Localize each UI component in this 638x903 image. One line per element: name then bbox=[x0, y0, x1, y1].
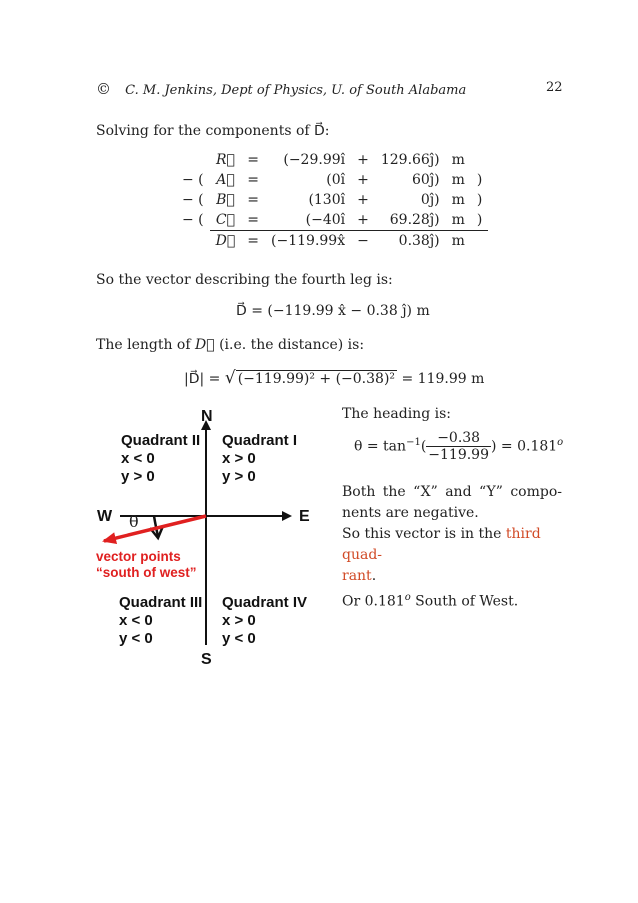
explanation-line5a: Or 0.181 bbox=[342, 593, 405, 610]
table-cell-open bbox=[176, 150, 210, 170]
table-cell-op: + bbox=[357, 192, 369, 208]
explanation-line1: Both the “X” and “Y” compo- bbox=[342, 484, 562, 500]
explanation-line3a: So this vector is in the bbox=[342, 526, 506, 542]
header bbox=[96, 80, 466, 98]
table-cell-vec: B⃗ bbox=[216, 192, 235, 208]
table-cell-eq: = bbox=[241, 210, 265, 231]
quadrant-iv-x: x > 0 bbox=[222, 612, 256, 629]
header-author: C. M. Jenkins, Dept of Physics, U. of South Alabama bbox=[125, 83, 467, 98]
quadrant-ii-block bbox=[121, 432, 200, 486]
explanation bbox=[342, 482, 562, 613]
heading-equation: $\theta = \tan^{-1}$( $\frac{-0.38}{-119.99}$ ) = $0.181^o$ bbox=[354, 430, 564, 463]
length-text-b: (i.e. the distance) is: bbox=[214, 337, 365, 353]
third-quadrant-link[interactable]: third quad- bbox=[342, 526, 541, 563]
table-row bbox=[176, 170, 488, 190]
table-cell-vec: D⃗ bbox=[215, 233, 236, 249]
heading-num: −0.38 bbox=[426, 430, 491, 447]
explanation-line4b: . bbox=[371, 568, 377, 584]
quadrant-i-title: Quadrant I bbox=[222, 432, 298, 449]
table-cell-vec: C⃗ bbox=[210, 210, 242, 231]
quadrant-iv-y: y < 0 bbox=[222, 630, 256, 647]
table-cell-x: (−119.99x̂ bbox=[271, 233, 346, 249]
table-row bbox=[176, 190, 488, 210]
table-cell-y: 129.66ĵ) bbox=[380, 152, 440, 168]
table-cell-close: ) bbox=[476, 192, 483, 208]
sqrt-sign: √ bbox=[224, 368, 236, 388]
table-cell-x: (130î bbox=[308, 192, 346, 208]
table-cell-close bbox=[471, 150, 488, 170]
table-cell-x: (−29.99î bbox=[283, 152, 346, 168]
table-cell-unit: m bbox=[446, 210, 471, 231]
heading-label: The heading is: bbox=[342, 406, 451, 422]
length-text bbox=[96, 337, 364, 353]
heading-lhs: θ = tan bbox=[354, 438, 407, 455]
quadrant-i-y: y > 0 bbox=[222, 468, 256, 485]
fourth-leg-equation: D⃗ = (−119.99 x̂ − 0.38 ĵ) m bbox=[236, 303, 430, 319]
east-label: E bbox=[299, 508, 310, 525]
table-row bbox=[176, 231, 488, 252]
table-cell-open: − ( bbox=[182, 212, 204, 229]
vector-label-line2: “south of west” bbox=[96, 565, 197, 580]
quadrant-iii-y: y < 0 bbox=[119, 630, 153, 647]
table-cell-close bbox=[471, 231, 488, 252]
table-cell-unit: m bbox=[451, 192, 465, 208]
table-cell-op: − bbox=[357, 233, 369, 249]
length-text-vec: D⃗ bbox=[194, 337, 215, 353]
table-cell-vec: A⃗ bbox=[216, 172, 235, 188]
south-label: S bbox=[201, 651, 212, 668]
table-cell-eq: = bbox=[247, 152, 260, 168]
table-cell-y: 69.28ĵ) bbox=[375, 210, 446, 231]
length-eq-rhs: = 119.99 m bbox=[397, 371, 485, 387]
table-cell-op: + bbox=[357, 152, 369, 168]
vector-label-line1: vector points bbox=[96, 549, 181, 564]
table-cell-unit: m bbox=[451, 172, 465, 188]
theta-label: θ bbox=[129, 512, 139, 531]
table-row bbox=[176, 210, 488, 231]
intro-text: Solving for the components of D⃗: bbox=[96, 123, 330, 139]
length-text-a: The length of bbox=[96, 337, 195, 353]
heading-sup: −1 bbox=[406, 436, 421, 448]
quadrant-iii-x: x < 0 bbox=[119, 612, 153, 629]
quadrant-i-x: x > 0 bbox=[222, 450, 256, 467]
table-cell-op: + bbox=[357, 172, 369, 188]
explanation-line5b: South of West. bbox=[410, 593, 519, 610]
vector-label bbox=[96, 549, 197, 581]
quadrant-iv-title: Quadrant IV bbox=[222, 594, 308, 611]
component-table bbox=[176, 150, 488, 251]
table-cell-open: − ( bbox=[182, 192, 204, 208]
page-number: 22 bbox=[546, 80, 563, 95]
heading-rhs: ) = 0.181 bbox=[491, 438, 558, 455]
table-cell-eq: = bbox=[247, 192, 260, 208]
table-cell-op: + bbox=[351, 210, 375, 231]
west-label: W bbox=[97, 508, 113, 525]
explanation-line2: nents are negative. bbox=[342, 505, 479, 521]
quadrant-ii-y: y > 0 bbox=[121, 468, 155, 485]
quadrant-ii-title: Quadrant II bbox=[121, 432, 201, 449]
table-cell-x: (0î bbox=[326, 172, 346, 188]
quadrant-ii-x: x < 0 bbox=[121, 450, 155, 467]
table-cell-eq: = bbox=[247, 233, 260, 249]
table-cell-y: 0.38ĵ) bbox=[398, 233, 440, 249]
explanation-line3 bbox=[342, 524, 562, 566]
table-cell-close: ) bbox=[476, 172, 483, 188]
copyright-symbol: © bbox=[96, 80, 111, 98]
heading-fraction bbox=[426, 430, 491, 463]
quadrant-iii-block bbox=[119, 594, 202, 648]
third-quadrant-link-cont[interactable]: rant bbox=[342, 568, 372, 584]
quadrant-iii-title: Quadrant III bbox=[119, 594, 203, 611]
table-cell-y: 0ĵ) bbox=[420, 192, 440, 208]
table-cell-close: ) bbox=[471, 210, 488, 231]
length-eq-lhs: |D⃗| = bbox=[184, 371, 225, 387]
table-cell-x: (−40î bbox=[265, 210, 351, 231]
table-cell-open bbox=[176, 231, 210, 252]
length-equation bbox=[184, 368, 484, 388]
explanation-line5-sup: o bbox=[404, 592, 411, 603]
table-cell-vec: R⃗ bbox=[216, 152, 235, 168]
north-label: N bbox=[201, 408, 213, 425]
length-eq-radicand: (−119.99)² + (−0.38)² bbox=[237, 371, 396, 387]
explanation-line5 bbox=[342, 587, 562, 613]
table-cell-y: 60ĵ) bbox=[412, 172, 440, 188]
table-row bbox=[176, 150, 488, 170]
quadrant-iv-block bbox=[222, 594, 307, 648]
fourth-leg-text: So the vector describing the fourth leg is: bbox=[96, 272, 393, 288]
quadrant-i-block bbox=[222, 432, 297, 486]
table-cell-unit: m bbox=[451, 152, 465, 168]
table-cell-unit: m bbox=[451, 233, 465, 249]
heading-den: −119.99 bbox=[428, 447, 489, 463]
explanation-line4 bbox=[342, 566, 562, 587]
table-cell-open: − ( bbox=[182, 172, 204, 188]
table-cell-eq: = bbox=[247, 172, 260, 188]
heading-deg: o bbox=[557, 436, 564, 448]
